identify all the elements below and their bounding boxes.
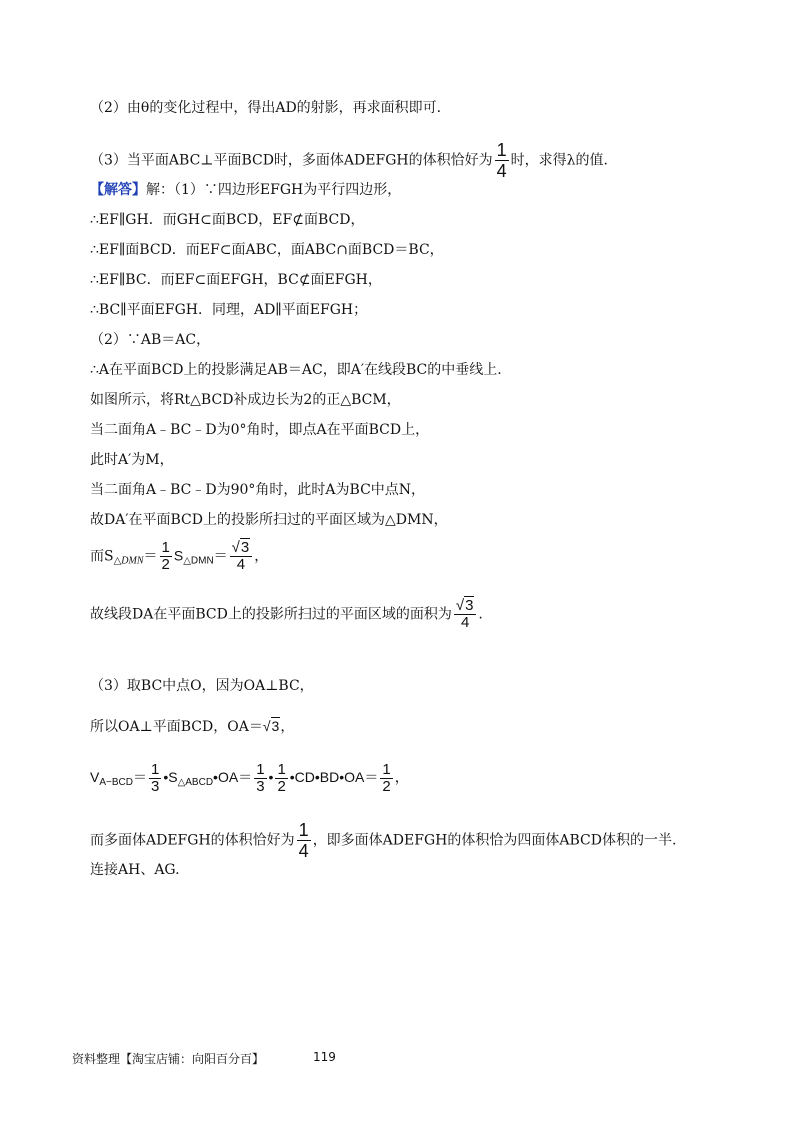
denominator: 3 <box>150 778 160 795</box>
volume-s-subscript: △ABCD <box>177 777 214 789</box>
area-s: 而S <box>90 548 114 565</box>
text-line-2-b: 时，求得λ的值. <box>510 152 608 169</box>
fraction-one-third-2 <box>254 762 266 795</box>
volume-v-subscript: A−BCD <box>99 777 133 789</box>
answer-line <box>90 180 401 200</box>
text-line-4: ∴EF∥GH．而GH⊂面BCD，EF⊄面BCD， <box>90 212 365 228</box>
numerator: 1 <box>298 820 309 840</box>
volume-oa: •OA＝ <box>213 769 253 786</box>
text-line-10: 如图所示，将Rt△BCD补成边长为2的正△BCM， <box>90 392 401 408</box>
text-line-20 <box>90 820 676 861</box>
page-number: 119 <box>313 1050 336 1064</box>
comma: ， <box>394 769 409 786</box>
comma: ， <box>280 719 295 735</box>
dot: • <box>268 769 274 786</box>
answer-tag: 【解答】 <box>90 182 146 198</box>
fraction-sqrt3-over-4-result <box>454 598 477 631</box>
text-line-6: ∴EF∥BC．而EF⊂面EFGH，BC⊄面EFGH， <box>90 272 382 288</box>
numerator: 1 <box>277 761 286 778</box>
volume-mid: •CD•BD•OA＝ <box>289 769 379 786</box>
area-s2: S <box>173 547 184 564</box>
numerator: 1 <box>496 140 507 160</box>
equals-sign-2: ＝ <box>213 547 228 564</box>
fraction-one-third <box>149 762 161 795</box>
area-result-text: 故线段DA在平面BCD上的投影所扫过的平面区域的面积为 <box>90 606 452 623</box>
sqrt-three <box>263 717 280 734</box>
area-result-line <box>90 598 483 631</box>
area-s-subscript: △DMN <box>113 555 144 567</box>
area-formula-line <box>90 540 268 573</box>
sqrt-sign: √ <box>262 718 271 734</box>
equals-sign: ＝ <box>143 548 158 565</box>
text-line-11: 当二面角A﹣BC﹣D为0°角时，即点A在平面BCD上， <box>90 422 430 438</box>
text-line-14: 故DA′在平面BCD上的投影所扫过的平面区域为△DMN， <box>90 512 448 528</box>
numerator: 1 <box>150 761 160 778</box>
denominator: 4 <box>236 556 246 573</box>
denominator: 4 <box>298 841 309 861</box>
fraction-one-half <box>160 540 172 573</box>
denominator: 2 <box>161 556 170 573</box>
fraction-sqrt3-over-4 <box>230 540 253 573</box>
text-line-12: 此时A′为M， <box>90 452 174 468</box>
numerator: 1 <box>382 761 391 778</box>
denominator: 4 <box>460 614 470 631</box>
text-line-5: ∴EF∥面BCD．而EF⊂面ABC，面ABC∩面BCD＝BC， <box>90 242 444 258</box>
denominator: 3 <box>256 778 265 795</box>
text-line-7: ∴BC∥平面EFGH．同理，AD∥平面EFGH； <box>90 302 368 318</box>
volume-v: V <box>90 769 100 786</box>
text-line-8: （2）∵AB＝AC， <box>90 332 211 348</box>
radicand: 3 <box>465 597 474 614</box>
equals-sign: ＝ <box>132 769 147 786</box>
sqrt-sign: √ <box>231 539 240 556</box>
area-s2-subscript: △DMN <box>183 555 214 567</box>
text-line-2-a: （3）当平面ABC⊥平面BCD时，多面体ADEFGH的体积恰好为 <box>90 152 493 169</box>
oa-text: 所以OA⊥平面BCD，OA＝ <box>90 719 263 735</box>
sqrt-sign: √ <box>455 597 465 614</box>
text-line-20-b: ，即多面体ADEFGH的体积恰为四面体ABCD体积的一半. <box>312 832 677 849</box>
text-line-13: 当二面角A﹣BC﹣D为90°角时，此时A为BC中点N， <box>90 482 426 498</box>
fraction-one-quarter-2 <box>297 820 311 861</box>
numerator <box>454 598 477 615</box>
numerator: 1 <box>161 539 170 556</box>
text-line-20-a: 而多面体ADEFGH的体积恰好为 <box>90 832 295 849</box>
fraction-one-half-3 <box>380 762 392 795</box>
denominator: 4 <box>496 161 507 181</box>
comma: ， <box>254 548 269 565</box>
denominator: 2 <box>382 778 391 795</box>
radicand: 3 <box>271 718 280 734</box>
text-line-1: （2）由θ的变化过程中，得出AD的射影，再求面积即可. <box>90 100 442 116</box>
dot: • <box>163 769 169 786</box>
fraction-one-half-2 <box>275 762 287 795</box>
fraction-one-quarter <box>495 140 509 181</box>
answer-text: 解：（1）∵四边形EFGH为平行四边形， <box>146 182 402 198</box>
numerator: 1 <box>256 761 265 778</box>
footer-text: 资料整理【淘宝店铺：向阳百分百】 <box>72 1052 265 1066</box>
radicand: 3 <box>240 539 250 556</box>
text-line-21: 连接AH、AG. <box>90 862 180 878</box>
text-line-9: ∴A在平面BCD上的投影满足AB＝AC，即A′在线段BC的中垂线上. <box>90 362 502 378</box>
period: . <box>478 606 483 623</box>
text-line-2 <box>90 140 608 181</box>
denominator: 2 <box>277 778 286 795</box>
volume-formula-line <box>90 762 409 795</box>
text-line-17: （3）取BC中点O，因为OA⊥BC， <box>90 678 314 694</box>
numerator <box>230 540 253 557</box>
oa-line <box>90 716 294 737</box>
volume-s: S <box>168 769 178 786</box>
